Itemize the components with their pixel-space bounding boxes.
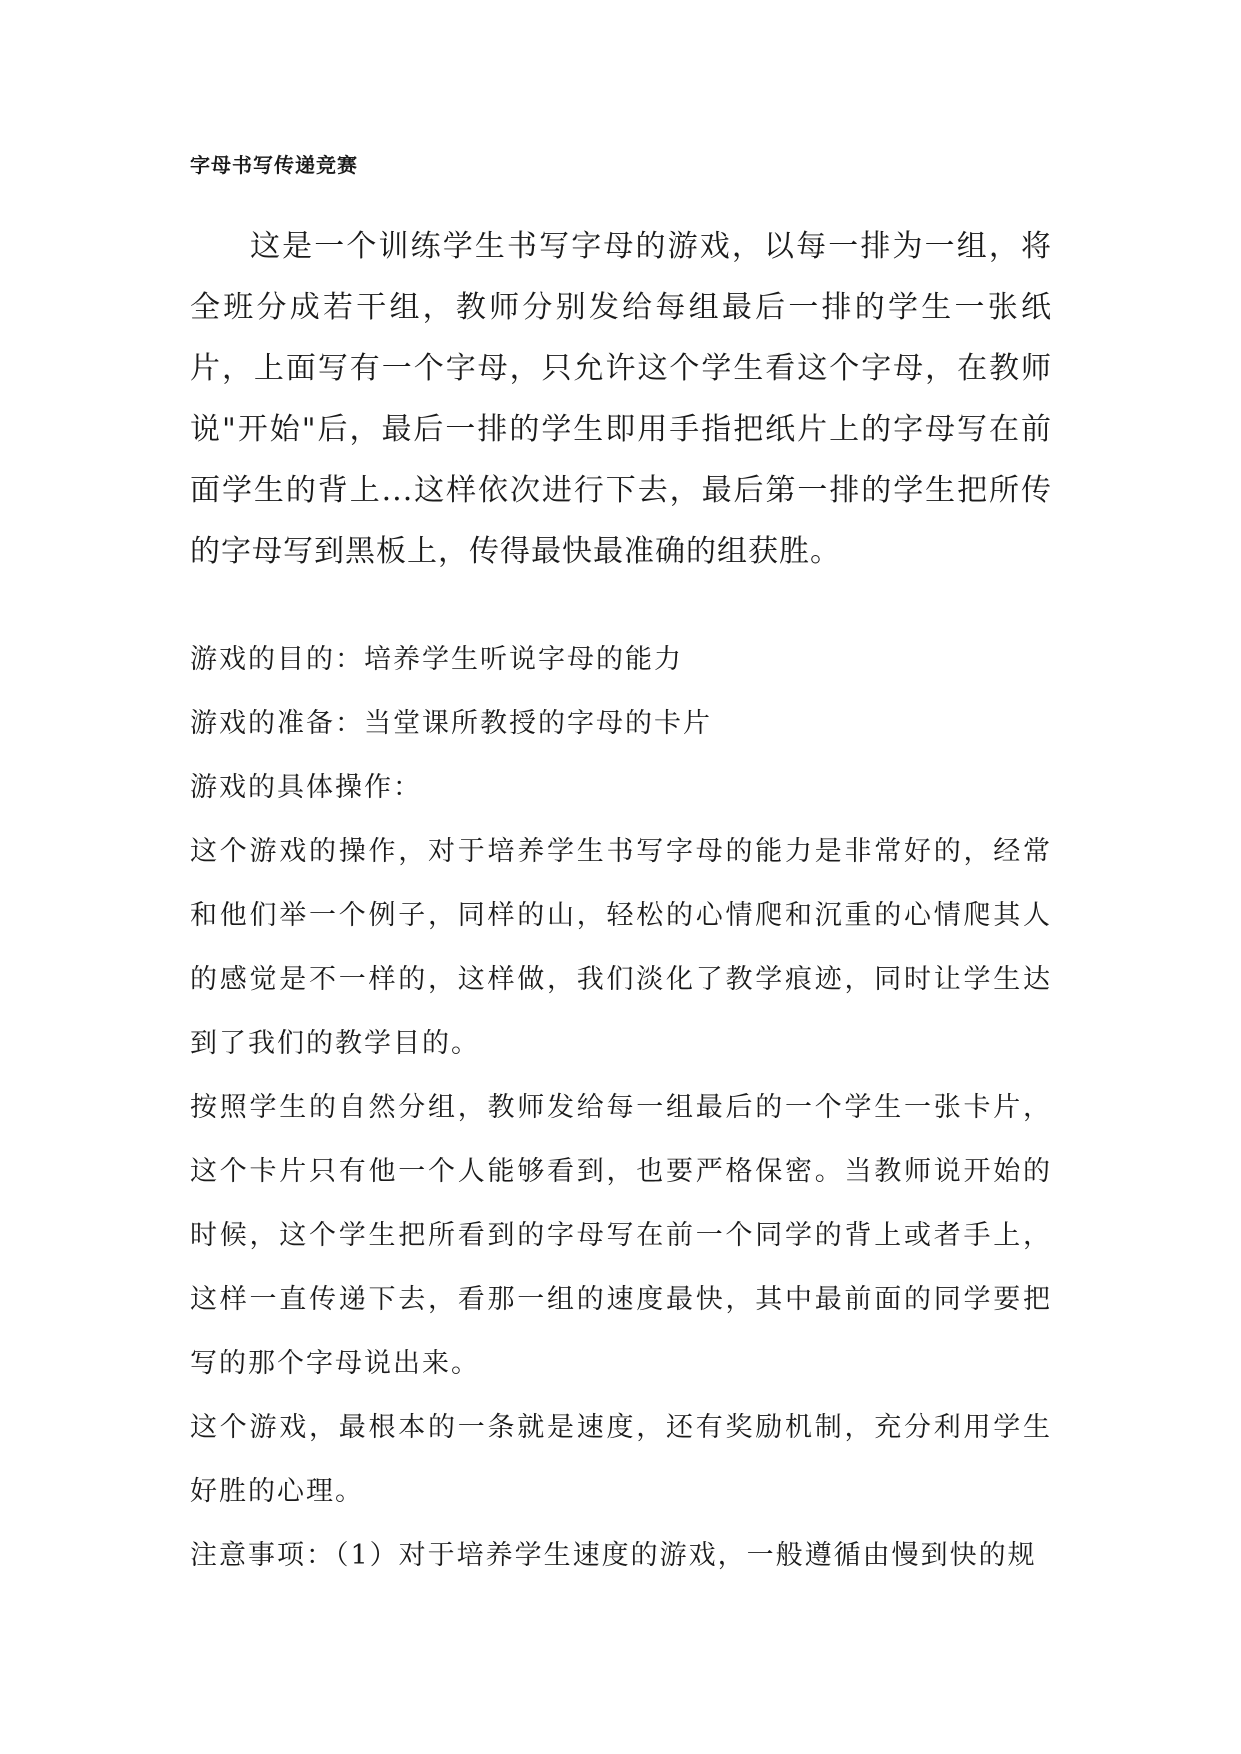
body-paragraph: 这个游戏，最根本的一条就是速度，还有奖励机制，充分利用学生好胜的心理。: [190, 1412, 1052, 1507]
game-operation-heading: 游戏的具体操作：: [190, 772, 422, 803]
document-body: [190, 628, 1052, 1588]
game-purpose-paragraph: 游戏的目的：培养学生听说字母的能力: [190, 644, 683, 675]
document-title: 字母书写传递竞赛: [190, 153, 358, 177]
intro-paragraph: 这是一个训练学生书写字母的游戏，以每一排为一组，将全班分成若干组，教师分别发给每组最后一排的学生一张纸片，上面写有一个字母，只允许这个学生看这个字母，在教师说"开始"后，最后一排的学生即用手指把纸片上的字母写在前面学生的背上...这样依次进行下去，最后第一排的学生把所传的字母写到黑板上，传得最快最准确的组获胜。: [190, 229, 1052, 569]
body-paragraph: 按照学生的自然分组，教师发给每一组最后的一个学生一张卡片，这个卡片只有他一个人能够看到，也要严格保密。当教师说开始的时候，这个学生把所看到的字母写在前一个同学的背上或者手上，这样一直传递下去，看那一组的速度最快，其中最前面的同学要把写的那个字母说出来。: [190, 1092, 1052, 1379]
game-preparation-paragraph: 游戏的准备：当堂课所教授的字母的卡片: [190, 708, 712, 739]
notes-paragraph: 注意事项：（1）对于培养学生速度的游戏，一般遵循由慢到快的规: [190, 1540, 1037, 1571]
body-paragraph: 这个游戏的操作，对于培养学生书写字母的能力是非常好的，经常和他们举一个例子，同样的山，轻松的心情爬和沉重的心情爬其人的感觉是不一样的，这样做，我们淡化了教学痕迹，同时让学生达到了我们的教学目的。: [190, 836, 1052, 1059]
